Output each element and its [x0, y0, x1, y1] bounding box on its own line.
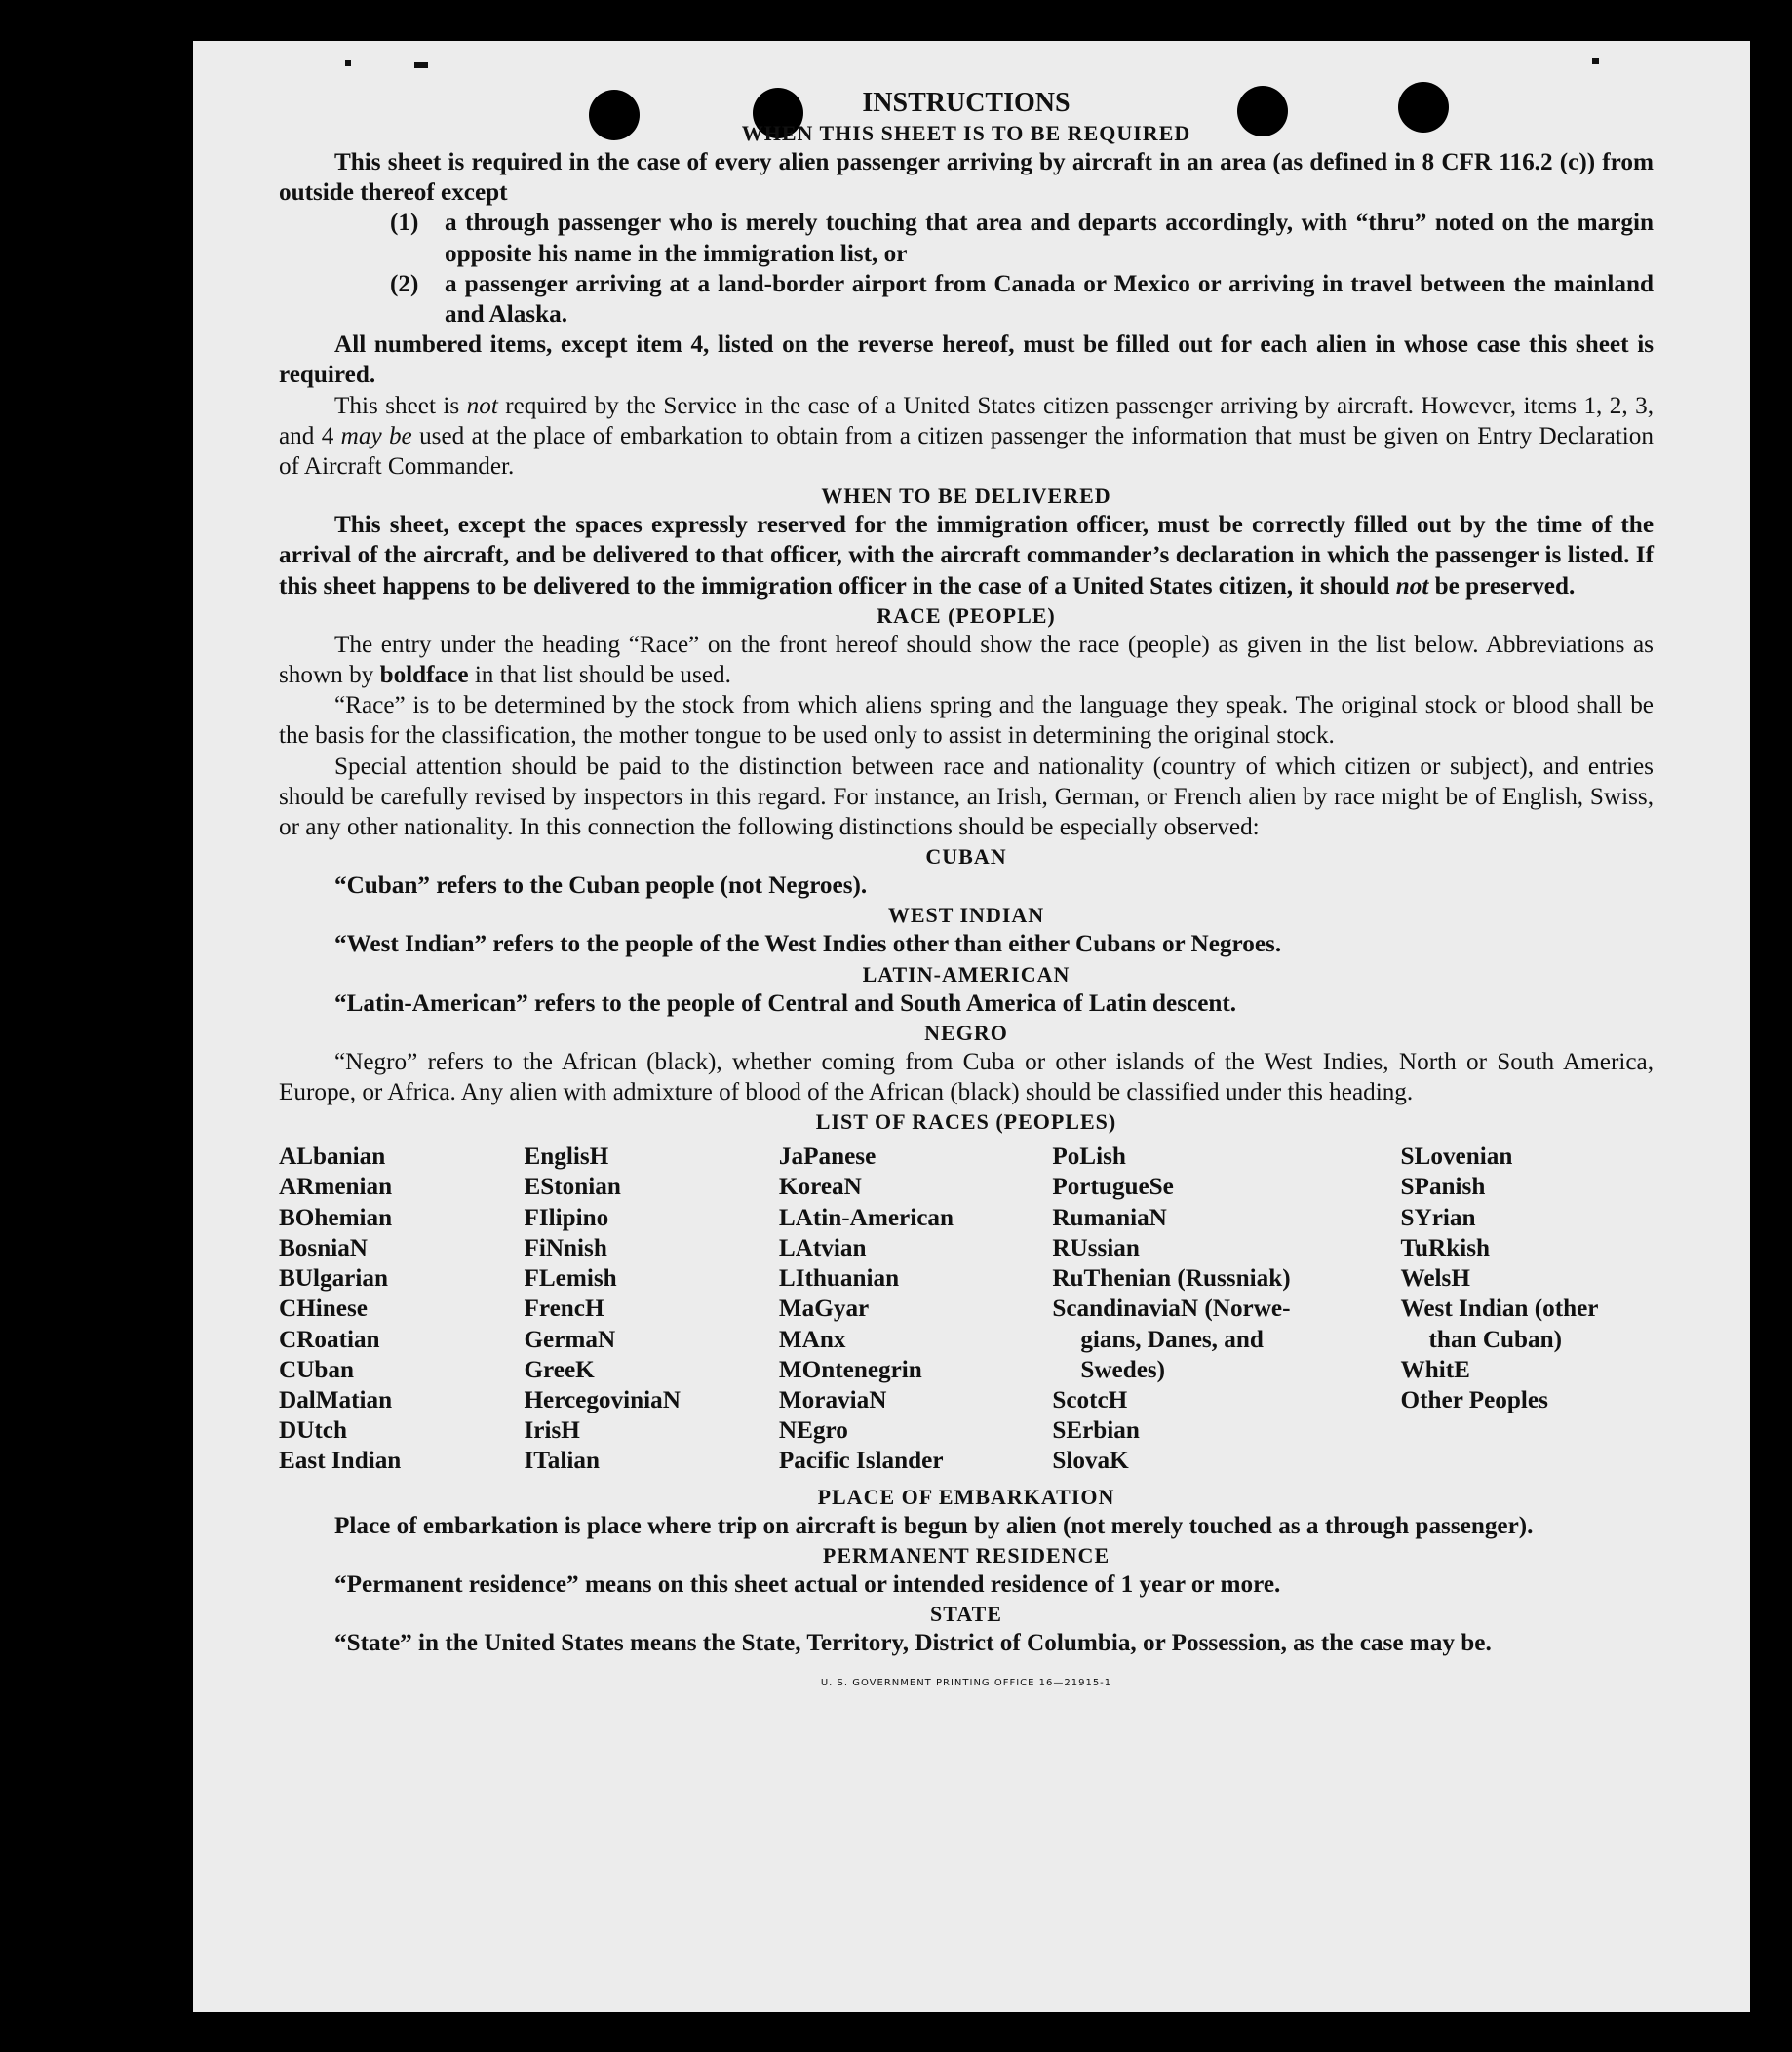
race-entry: SPanish	[1400, 1174, 1486, 1201]
race-entry: NEgro	[778, 1417, 848, 1445]
race-entry: Other Peoples	[1400, 1386, 1548, 1413]
race-entry: SlovaK	[1052, 1448, 1129, 1475]
item-text: a passenger arriving at a land-border airport from Canada or Mexico or arriving in travel between the mainland and Alaska.	[445, 270, 1654, 329]
printer-imprint: U. S. GOVERNMENT PRINTING OFFICE 16—21915-1	[820, 1678, 1112, 1689]
race-entry: SLovenian	[1400, 1143, 1513, 1171]
section-heading: CUBAN	[925, 844, 1007, 870]
race-entry: RUssian	[1052, 1234, 1140, 1261]
race-entry: ARmenian	[279, 1174, 393, 1201]
race-entry: FIlipino	[524, 1204, 609, 1231]
section-heading: WHEN THIS SHEET IS TO BE REQUIRED	[741, 121, 1191, 145]
paragraph: This sheet, except the spaces expressly reserved for the immigration officer, must be correctly filled out by the time of the arrival of the aircraft, and be delivered to that officer, with the aircraft commander’s declaration in which the passenger is listed. If this sheet happens to be delivered to the immigration officer in the case of a United States citizen, it should not be preserved.	[279, 512, 1654, 600]
race-entry: IrisH	[524, 1417, 580, 1445]
race-column	[1052, 1142, 1400, 1476]
race-entry: DUtch	[279, 1417, 347, 1445]
section-heading: LIST OF RACES (PEOPLES)	[815, 1109, 1117, 1135]
race-entry: BosniaN	[279, 1234, 368, 1261]
section-heading: LATIN-AMERICAN	[862, 961, 1071, 987]
paragraph: Special attention should be paid to the distinction between race and nationality (country of which citizen or subject), and entries should be carefully revised by inspectors in this regard. For instance, an Irish, German, or French alien by race might be of English, Swiss, or any other nationality. In this connection the following distinctions should be especially observed:	[279, 753, 1654, 841]
item-number: (2)	[390, 270, 419, 297]
instructions-content	[279, 88, 1654, 1698]
paragraph: “Cuban” refers to the Cuban people (not Negroes).	[334, 872, 868, 900]
paragraph: The entry under the heading “Race” on the front hereof should show the race (people) as given in the list below. Abbreviations as shown by boldface in that list should be used.	[279, 631, 1654, 689]
race-entry: CRoatian	[279, 1326, 380, 1353]
race-entry: PortugueSe	[1052, 1174, 1174, 1201]
race-entry: LIthuanian	[778, 1265, 900, 1293]
race-entry: EStonian	[524, 1174, 621, 1201]
race-entry: than Cuban)	[1428, 1326, 1563, 1353]
race-entry: BOhemian	[279, 1204, 393, 1231]
section-heading: RACE (PEOPLE)	[877, 602, 1056, 628]
speck	[414, 62, 428, 68]
race-entry: Swedes)	[1080, 1356, 1166, 1383]
paragraph: Place of embarkation is place where trip on aircraft is begun by alien (not merely touched as a through passenger).	[334, 1512, 1534, 1539]
paragraph: “State” in the United States means the State, Territory, District of Columbia, or Possession, as the case may be.	[334, 1629, 1492, 1656]
race-entry: JaPanese	[778, 1143, 877, 1171]
race-entry: Pacific Islander	[778, 1448, 944, 1475]
race-entry: RumaniaN	[1052, 1204, 1167, 1231]
race-entry: ScotcH	[1052, 1386, 1128, 1413]
race-entry: DalMatian	[279, 1386, 393, 1413]
section-heading: NEGRO	[924, 1020, 1008, 1045]
race-list	[279, 1142, 1654, 1476]
race-entry: ALbanian	[279, 1143, 386, 1171]
race-entry: FrencH	[524, 1296, 604, 1323]
race-entry: MoraviaN	[778, 1386, 887, 1413]
section-heading: PERMANENT RESIDENCE	[822, 1542, 1110, 1568]
speck	[1592, 58, 1599, 64]
race-entry: EnglisH	[524, 1143, 609, 1171]
race-entry: ITalian	[524, 1448, 600, 1475]
list-item	[279, 269, 1654, 329]
section-heading: WEST INDIAN	[887, 903, 1045, 928]
race-column	[1401, 1142, 1654, 1476]
race-entry: ScandinaviaN (Norwe-	[1052, 1296, 1291, 1323]
list-item	[279, 208, 1654, 268]
race-column	[524, 1142, 778, 1476]
race-entry: BUlgarian	[279, 1265, 388, 1293]
page-title: INSTRUCTIONS	[862, 88, 1071, 118]
race-entry: FLemish	[524, 1265, 617, 1293]
paragraph: “West Indian” refers to the people of the West Indies other than either Cubans or Negroes.	[334, 931, 1282, 958]
race-entry: SErbian	[1052, 1417, 1140, 1445]
race-entry: SYrian	[1400, 1204, 1476, 1231]
race-column	[779, 1142, 1052, 1476]
race-entry: CHinese	[279, 1296, 368, 1323]
race-entry: PoLish	[1052, 1143, 1126, 1171]
paragraph: “Negro” refers to the African (black), whether coming from Cuba or other islands of the West Indies, North or South America, Europe, or Africa. Any alien with admixture of blood of the African (black) should be classified under this heading.	[279, 1048, 1654, 1106]
item-number: (1)	[390, 210, 419, 237]
race-entry: WelsH	[1400, 1265, 1470, 1293]
speck	[345, 60, 351, 66]
race-entry: FiNnish	[524, 1234, 607, 1261]
race-column	[279, 1142, 524, 1476]
race-entry: RuThenian (Russniak)	[1052, 1265, 1291, 1293]
paragraph: This sheet is not required by the Service in the case of a United States citizen passenger arriving by aircraft. However, items 1, 2, 3, and 4 may be used at the place of embarkation to obtain from a citizen passenger the information that must be given on Entry Declaration of Aircraft Commander.	[279, 392, 1654, 481]
race-entry: GermaN	[524, 1326, 616, 1353]
item-text: a through passenger who is merely touching that area and departs accordingly, with “thru” noted on the margin opposite his name in the immigration list, or	[445, 210, 1654, 267]
race-entry: CUban	[279, 1356, 354, 1383]
race-entry: GreeK	[524, 1356, 595, 1383]
section-heading: STATE	[930, 1601, 1002, 1626]
race-entry: KoreaN	[778, 1174, 862, 1201]
section-heading: PLACE OF EMBARKATION	[817, 1484, 1115, 1509]
race-entry: WhitE	[1400, 1356, 1470, 1383]
document-sheet	[193, 41, 1750, 2012]
race-entry: LAtin-American	[778, 1204, 954, 1231]
race-entry: West Indian (other	[1400, 1296, 1599, 1323]
race-entry: gians, Danes, and	[1080, 1326, 1264, 1353]
race-entry: HercegoviniaN	[524, 1386, 681, 1413]
race-entry: MOntenegrin	[778, 1356, 922, 1383]
paragraph: “Race” is to be determined by the stock from which aliens spring and the language they speak. The original stock or blood shall be the basis for the classification, the mother tongue to be used only to assist in determining the original stock.	[279, 692, 1654, 750]
paragraph: All numbered items, except item 4, listed on the reverse hereof, must be filled out for each alien in whose case this sheet is required.	[279, 331, 1654, 389]
section-heading: WHEN TO BE DELIVERED	[821, 484, 1111, 509]
paragraph: “Permanent residence” means on this sheet actual or intended residence of 1 year or more.	[334, 1570, 1281, 1598]
race-entry: TuRkish	[1400, 1234, 1491, 1261]
race-entry: LAtvian	[778, 1234, 867, 1261]
race-entry: MaGyar	[778, 1296, 870, 1323]
paragraph: This sheet is required in the case of every alien passenger arriving by aircraft in an area (as defined in 8 CFR 116.2 (c)) from outside thereof except	[279, 149, 1654, 207]
paragraph: “Latin-American” refers to the people of Central and South America of Latin descent.	[334, 989, 1237, 1017]
race-entry: East Indian	[279, 1448, 402, 1475]
race-entry: MAnx	[778, 1326, 846, 1353]
